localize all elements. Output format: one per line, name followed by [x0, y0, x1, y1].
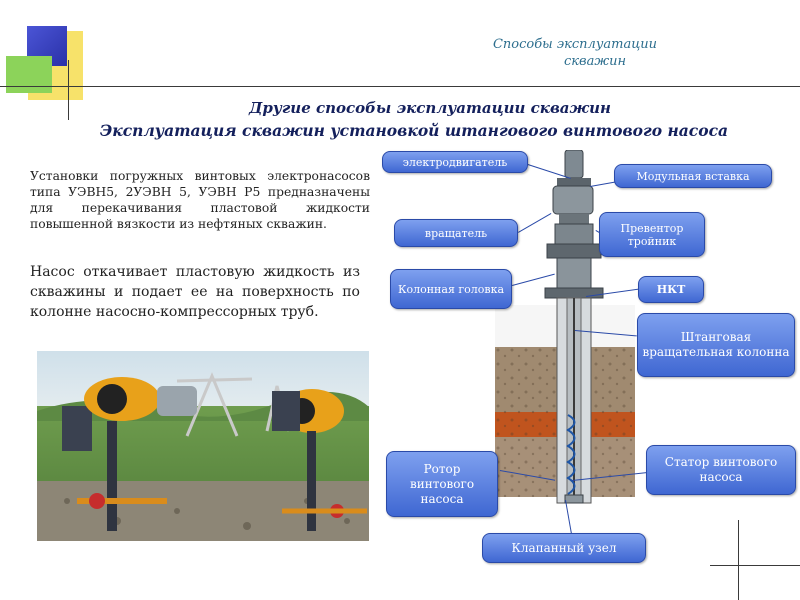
callout-motor: электродвигатель — [382, 151, 528, 173]
callout-pump-stator: Статор винтового насоса — [646, 445, 796, 495]
installation-photo-art — [37, 351, 369, 541]
callout-casing-head: Колонная головка — [390, 269, 512, 309]
description-paragraph: Установки погружных винтовых электронасосов типа УЭВН5, 2УЭВН 5, УЭВН Р5 предназначены для перекачивания пластовой жидкости повышенной вязкости из нефтяных скважин. — [30, 169, 370, 231]
installation-photo — [37, 351, 369, 541]
divider-vertical-top — [68, 60, 69, 120]
callout-preventer-tee: Превентор тройник — [599, 212, 705, 257]
pump-paragraph: Насос откачивает пластовую жидкость из скважины и подает ее на поверхность по колонне насосно-компрессорных труб. — [30, 264, 360, 320]
section-header — [470, 36, 680, 70]
callout-rotator: вращатель — [394, 219, 518, 247]
section-header-line1: Способы эксплуатации — [492, 37, 658, 52]
callout-pump-rotor: Ротор винтового насоса — [386, 451, 498, 517]
callout-valve-unit: Клапанный узел — [482, 533, 646, 563]
slide-title: Другие способы эксплуатации скважин — [249, 99, 611, 117]
decor-green-square — [6, 56, 52, 93]
slide-subtitle: Эксплуатация скважин установкой штангового винтового насоса — [99, 121, 729, 140]
divider-top — [0, 86, 800, 87]
well-diagram — [495, 150, 635, 545]
callout-module-insert: Модульная вставка — [614, 164, 772, 188]
well-diagram-art — [495, 150, 635, 545]
section-header-line2: скважин — [563, 54, 627, 69]
callout-tubing: НКТ — [638, 276, 704, 303]
divider-bottom — [710, 565, 800, 566]
divider-vertical-bottom — [738, 520, 739, 600]
callout-rod-string: Штанговая вращательная колонна — [637, 313, 795, 377]
